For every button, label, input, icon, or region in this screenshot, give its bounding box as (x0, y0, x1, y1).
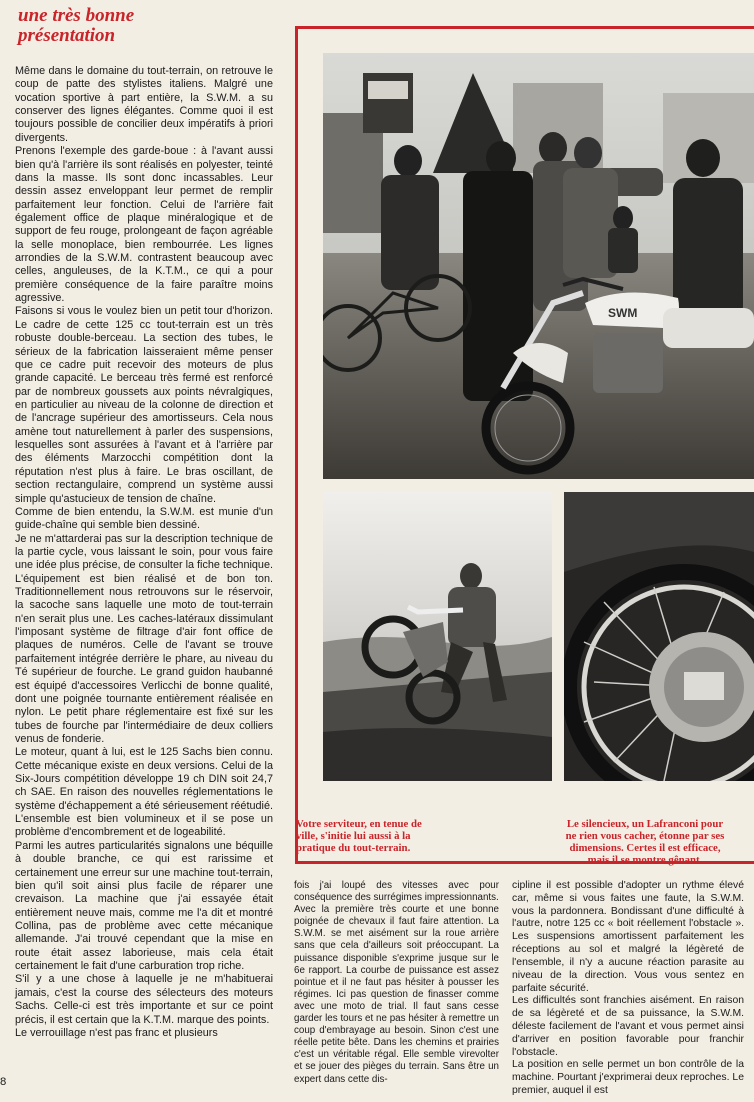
paragraph: L'équipement est bien réalisé et de bon ton. Traditionnellement nous retrouvons sur le réservoir, la sacoche sans laquelle une moto de tout-terrain n'en serait plus une. Les caches-latéraux dissimulant l'imposant système de filtrage d'air font office de plaques de numéros. Celle de l'avant se trouve parfaitement intégrée derrière le phare, au niveau du Té supérieur de fourche. Le grand guidon haubanné est équipé d'accessoires Verlicchi de bonne qualité, dont une poignée tournante entièrement réalisée en nylon. Le petit phare réglementaire est fixé sur les tubes de fourche par l'intermédiaire de deux colliers venus de fonderie. (15, 572, 273, 745)
page-number: 8 (0, 1076, 7, 1088)
photo-rider-wheelie (323, 492, 552, 781)
article-column-3 (512, 880, 744, 1098)
paragraph: Parmi les autres particularités signalons une béquille à double branche, ce qui est rarissime et certainement une erreur sur une machine tout-terrain, bien qu'il soit ainsi plus facile de réparer une crevaison. La machine que j'ai essayée était entièrement neuve mais, comme me l'a dit et montré Collina, pas de problème avec cette mécanique allemande. J'ai trouvé cependant que la mise en route était assez laborieuse, mais cela était certainement le fait d'une carburation trop riche. (15, 839, 273, 973)
article-column-1 (15, 65, 273, 1040)
paragraph: Le verrouillage n'est pas franc et plusieurs (15, 1026, 218, 1039)
paragraph: Faisons si vous le voulez bien un petit tour d'horizon. Le cadre de cette 125 cc tout-terrain est un très robuste double-berceau. La section des tubes, le sérieux de la fabrication laisseraient même penser que ce cadre puit recevoir des moteurs de plus grande capacité. Le berceau très fermé est renforcé par de nombreux goussets aux points névralgiques, en particulier au niveau de la colonne de direction et de l'ancrage supérieur des amortisseurs. Cela nous amène tout naturellement à parler des suspensions, lesquelles sont assurées à l'avant et à l'arrière par des éléments Marzocchi compétition dont la réputation n'est plus à faire. Le bras oscillant, de section rectangulaire, comprend un système aussi simple qu'astucieux de tension de chaîne. (15, 305, 273, 505)
photo-group-with-motorcycle (323, 53, 754, 479)
paragraph: La position en selle permet un bon contrôle de la machine. Pourtant j'exprimerai deux reproches. Le premier, auquel il est (512, 1059, 744, 1096)
tank-brand-text: SWM (608, 306, 638, 320)
paragraph: Avec la première très courte et une bonne poignée de chevaux il faut faire attention. La S.W.M. se met aisément sur la roue arrière sans que cela d'ailleurs soit préoccupant. La puissance disponible s'exprime jusque sur le 6e rapport. La courbe de puissance est assez pointue et il ne faut pas hésiter à pousser les régimes. Ici pas question de finasser comme avec une moto de trial. Il faut sans cesse garder les tours et ne pas hésiter à remettre un coup d'embrayage au besoin. Sinon c'est une réelle petite bête. Dans les chemins et prairies c'est un véritable régal. Elle semble virevolter et se jouer des pièges du terrain. Sans être un expert dans cette dis- (294, 904, 499, 1085)
paragraph: Comme de bien entendu, la S.W.M. est munie d'un guide-chaîne qui semble bien dessiné. (15, 505, 273, 532)
paragraph: fois j'ai loupé des vitesses avec pour conséquence des surrégimes impressionnants. (294, 880, 499, 904)
photo-silencer-closeup (564, 492, 754, 781)
caption-right-photo: Le silencieux, un Lafranconi pour ne rien vous cacher, étonne par ses dimensions. Certes il est efficace, mais il se montre gênant. (565, 818, 725, 866)
paragraph: Je ne m'attarderai pas sur la description technique de la partie cycle, vous laissant le soin, pour vous faire une idée plus précise, de consulter la fiche technique. (15, 532, 274, 572)
paragraph: Les difficultés sont franchies aisément. En raison de sa légèreté et de sa puissance, la S.W.M. déleste facilement de l'avant et vous permet ainsi d'arriver en position favorable pour franchir l'obstacle. (512, 995, 744, 1058)
caption-left-photo: Votre serviteur, en tenue de ville, s'initie lui aussi à la pratique du tout-terrain. (296, 818, 422, 854)
paragraph: S'il y a une chose à laquelle je ne m'habituerai jamais, c'est la course des sélecteurs des moteurs Sachs. Celle-ci est très importante et sur ce point précis, il est certain que la K.T.M. marque des points. (15, 973, 273, 1026)
article-column-2 (294, 880, 499, 1086)
heading-line-1: une très bonne (18, 5, 135, 26)
paragraph: Même dans le domaine du tout-terrain, on retrouve le coup de patte des stylistes italiens. Malgré une vocation sportive à part entière, la S.W.M. a su conserver des lignes élégantes. Comme quoi il est toujours possible de concilier deux impératifs à priori divergents. (15, 65, 273, 144)
heading-line-2: présentation (18, 25, 116, 46)
section-heading (18, 6, 258, 46)
paragraph: cipline il est possible d'adopter un rythme élevé car, même si vous faites une faute, la S.W.M. vous la pardonnera. Bondissant d'une difficulté à l'autre, notre 125 cc « boit réellement l'obstacle ». Les suspensions amortissent parfaitement les réceptions au sol et malgré la légèreté de l'ensemble, il n'y a aucune réaction parasite au niveau de la direction. Vous vous sentez en parfaite sécurité. (512, 880, 744, 994)
paragraph: Le moteur, quant à lui, est le 125 Sachs bien connu. Cette mécanique existe en deux versions. Celui de la Six-Jours compétition développe 19 ch DIN soit 24,7 ch SAE. En raison des nouvelles réglementations le système d'échappement a été sérieusement réétudié. L'ensemble est bien volumineux et il se pose un problème d'encombrement et de logeabilité. (15, 746, 273, 839)
paragraph: Prenons l'exemple des garde-boue : à l'avant aussi bien qu'à l'arrière ils sont réalisés en polyester, teinté dans la masse. Ils sont donc incassables. Leur dessin assez enveloppant leur permet de remplir parfaitement leur fonction. Celui de l'arrière fait également office de plaque minéralogique et de support de feu rouge, prolongeant de façon agréable la selle monoplace, bien rembourrée. Les lignes arrondies de la S.W.M. contrastent beaucoup avec celles, anguleuses, de la K.T.M., ce qui a pour première conséquence de la faire paraître moins agressive. (15, 145, 273, 305)
